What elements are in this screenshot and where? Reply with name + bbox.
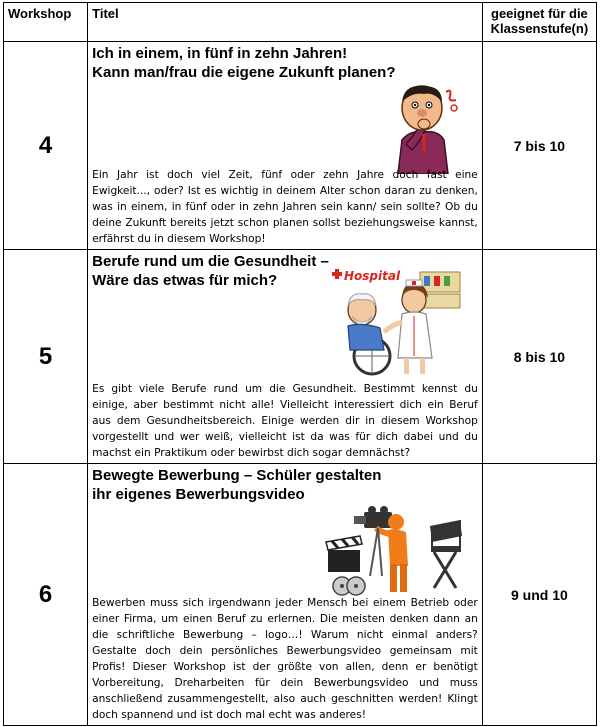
title-line: Kann man/frau die eigene Zukunft planen? bbox=[92, 64, 396, 81]
workshop-table bbox=[3, 2, 597, 726]
workshop-description: Bewerben muss sich irgendwann jeder Mensch bei einem Betrieb oder einer Firma, um einen Beruf zu erlernen. Die meisten denken dann an die schriftliche Bewerbung – logo…! Warum nicht einmal anders? Gestalte doch dein persönliches Bewerbungsvideo gemeinsam mit Profis! Dieser Workshop ist der größte von allen, denn er benötigt Vorbereitung, Dreharbeiten für dein Bewerbungsvideo und muss anschließend zusammengestellt, also auch geschnitten werden! Klingt doch spannend und ist doch mal echt was anderes! bbox=[92, 597, 478, 721]
workshop-number: 4 bbox=[4, 42, 88, 250]
workshop-grade: 7 bis 10 bbox=[482, 42, 596, 250]
workshop-grade: 8 bis 10 bbox=[482, 250, 596, 464]
workshop-number: 5 bbox=[4, 250, 88, 464]
table-row bbox=[4, 464, 597, 726]
workshop-grade: 9 und 10 bbox=[482, 464, 596, 726]
workshop-cell bbox=[88, 42, 483, 250]
title-line: Wäre das etwas für mich? bbox=[92, 272, 278, 289]
header-grade: geeignet für die Klassenstufe(n) bbox=[482, 3, 596, 42]
hospital-label: Hospital bbox=[344, 269, 401, 283]
title-line: Berufe rund um die Gesundheit – bbox=[92, 253, 329, 270]
video-camera-icon bbox=[320, 506, 470, 596]
workshop-description: Es gibt viele Berufe rund um die Gesundheit. Bestimmt kennst du einige, aber bestimmt nicht alle! Vielleicht interessiert dich ein Beruf aus dem Gesundheitsbereich. Einige werden dir in diesem Workshop vorgestellt und wer weiß, vielleicht ist da was für dich dabei und du machst ein Praktikum oder bewirbst dich sogar demnächst? bbox=[92, 383, 478, 459]
workshop-title bbox=[88, 464, 482, 504]
thinking-man-icon bbox=[384, 78, 464, 174]
table-header-row bbox=[4, 3, 597, 42]
table-row bbox=[4, 250, 597, 464]
header-title: Titel bbox=[88, 3, 483, 42]
workshop-title bbox=[88, 42, 482, 82]
title-line: Bewegte Bewerbung – Schüler gestalten bbox=[92, 467, 382, 484]
title-line: ihr eigenes Bewerbungsvideo bbox=[92, 486, 305, 503]
header-workshop: Workshop bbox=[4, 3, 88, 42]
title-line: Ich in einem, in fünf in zehn Jahren! bbox=[92, 45, 348, 62]
workshop-cell bbox=[88, 464, 483, 726]
workshop-number: 6 bbox=[4, 464, 88, 726]
hospital-nurse-icon bbox=[328, 266, 464, 378]
workshop-description: Ein Jahr ist doch viel Zeit, fünf oder zehn Jahre doch fast eine Ewigkeit..., oder? Ist es wichtig in deinem Alter schon daran zu denken, was in einem, in fünf oder in zehn Jahren sein kann/ sein sollte? Ob du deine Zukunft bereits jetzt schon planen sollst beziehungsweise kannst, erfährst du in diesem Workshop! bbox=[92, 169, 478, 245]
workshop-cell bbox=[88, 250, 483, 464]
table-row bbox=[4, 42, 597, 250]
